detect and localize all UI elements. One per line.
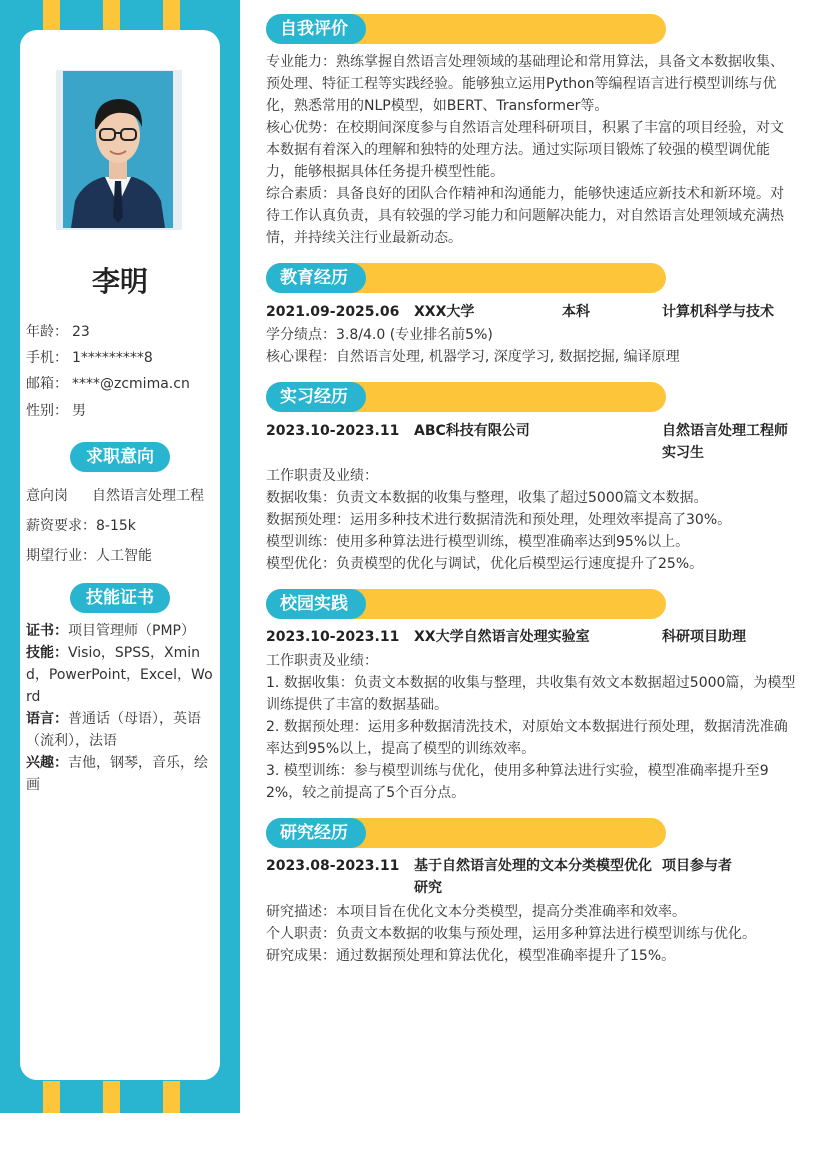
industry-value: 人工智能 — [96, 548, 152, 564]
education-line: 核心课程：自然语言处理, 机器学习, 深度学习, 数据挖掘, 编译原理 — [266, 349, 680, 365]
skill-value: Visio，SPSS，Xmind，PowerPoint，Excel，Word — [26, 645, 213, 705]
phone-value: 1*********8 — [72, 350, 153, 366]
education-major: 计算机科学与技术 — [662, 304, 774, 320]
internship-line: 模型优化：负责模型的优化与调试，优化后模型运行速度提升了25%。 — [266, 556, 704, 572]
internship-title: 实习经历 — [266, 382, 366, 412]
email-value: ****@zcmima.cn — [72, 376, 190, 392]
skill-item-tools — [26, 642, 216, 708]
skill-key: 证书： — [26, 623, 68, 639]
internship-header — [266, 382, 666, 412]
age-row — [26, 321, 90, 341]
salary-value: 8-15k — [96, 518, 136, 534]
self-eval-paragraph: 综合素质：具备良好的团队合作精神和沟通能力，能够快速适应新技术和新环境。对待工作认真负责，具有较强的学习能力和问题解决能力，对自然语言处理领域充满热情，并持续关注行业最新动态。 — [266, 186, 784, 246]
skill-key: 技能： — [26, 645, 68, 661]
candidate-name: 李明 — [91, 265, 148, 298]
profile-photo — [56, 70, 182, 230]
gender-value: 男 — [72, 403, 86, 419]
skill-item-language — [26, 708, 216, 752]
self-eval-title: 自我评价 — [266, 14, 366, 44]
education-line: 学分绩点：3.8/4.0 (专业排名前5%) — [266, 327, 493, 343]
gender-row — [26, 400, 86, 420]
campus-line: 2. 数据预处理：运用多种数据清洗技术，对原始文本数据进行预处理，数据清洗准确率达到95%以上，提高了模型的训练效率。 — [266, 719, 788, 757]
internship-line: 数据预处理：运用多种技术进行数据清洗和预处理，处理效率提高了30%。 — [266, 512, 732, 528]
research-details — [266, 901, 796, 967]
research-role: 项目参与者 — [662, 858, 732, 874]
education-header — [266, 263, 666, 293]
education-school: XXX大学 — [414, 304, 475, 320]
campus-title: 校园实践 — [266, 589, 366, 619]
position-row — [26, 485, 204, 505]
skill-value: 吉他，钢琴，音乐，绘画 — [26, 755, 208, 793]
age-label: 年龄： — [26, 324, 68, 340]
skill-key: 语言： — [26, 711, 68, 727]
skill-item-hobbies — [26, 752, 216, 796]
internship-line: 模型训练：使用多种算法进行模型训练，模型准确率达到95%以上。 — [266, 534, 690, 550]
campus-line: 3. 模型训练：参与模型训练与优化，使用多种算法进行实验，模型准确率提升至92%，较之前提高了5个百分点。 — [266, 763, 769, 801]
self-eval-header — [266, 14, 666, 44]
internship-line: 数据收集：负责文本数据的收集与整理，收集了超过5000篇文本数据。 — [266, 490, 708, 506]
self-eval-paragraph: 专业能力：熟练掌握自然语言处理领域的基础理论和常用算法，具备文本数据收集、预处理、特征工程等实践经验。能够独立运用Python等编程语言进行模型训练与优化，熟悉常用的NLP模型，如BERT、Transformer等。 — [266, 54, 784, 114]
education-degree: 本科 — [562, 304, 590, 320]
phone-label: 手机： — [26, 350, 68, 366]
position-value: 自然语言处理工程 — [92, 488, 204, 504]
research-period: 2023.08-2023.11 — [266, 858, 400, 874]
industry-row — [26, 545, 152, 565]
campus-line: 工作职责及业绩： — [266, 653, 378, 669]
campus-period: 2023.10-2023.11 — [266, 629, 400, 645]
internship-company: ABC科技有限公司 — [414, 423, 530, 439]
research-line: 研究描述：本项目旨在优化文本分类模型，提高分类准确率和效率。 — [266, 904, 686, 920]
age-value: 23 — [72, 324, 90, 340]
research-line: 研究成果：通过数据预处理和算法优化，模型准确率提升了15%。 — [266, 948, 676, 964]
campus-line: 1. 数据收集：负责文本数据的收集与整理，共收集有效文本数据超过5000篇，为模型训练提供了丰富的数据基础。 — [266, 675, 796, 713]
campus-details — [266, 650, 796, 804]
self-eval-paragraph: 核心优势：在校期间深度参与自然语言处理科研项目，积累了丰富的项目经验，对文本数据有着深入的理解和独特的处理方法。通过实际项目锻炼了较强的模型调优能力，能够根据具体任务提升模型性能。 — [266, 120, 784, 180]
self-eval-body — [266, 51, 796, 249]
industry-label: 期望行业： — [26, 548, 96, 564]
position-label: 意向岗 — [26, 488, 68, 504]
internship-line: 工作职责及业绩： — [266, 468, 378, 484]
sidebar-edge — [220, 0, 240, 1113]
phone-row — [26, 347, 153, 367]
email-row — [26, 373, 190, 393]
research-header — [266, 818, 666, 848]
skills-list — [26, 620, 216, 796]
skill-item-certificate — [26, 620, 216, 642]
internship-period: 2023.10-2023.11 — [266, 423, 400, 439]
campus-org: XX大学自然语言处理实验室 — [414, 629, 590, 645]
job-intent-heading: 求职意向 — [70, 442, 170, 472]
education-details — [266, 324, 796, 368]
education-title: 教育经历 — [266, 263, 366, 293]
research-project: 基于自然语言处理的文本分类模型优化研究 — [414, 858, 652, 896]
internship-role: 自然语言处理工程师实习生 — [662, 423, 788, 461]
research-line: 个人职责：负责文本数据的收集与预处理，运用多种算法进行模型训练与优化。 — [266, 926, 756, 942]
campus-role: 科研项目助理 — [662, 629, 746, 645]
internship-details — [266, 465, 796, 575]
gender-label: 性别： — [26, 403, 68, 419]
skill-value: 项目管理师（PMP） — [68, 623, 195, 639]
email-label: 邮箱： — [26, 376, 68, 392]
skill-key: 兴趣： — [26, 755, 68, 771]
research-title: 研究经历 — [266, 818, 366, 848]
salary-row — [26, 515, 136, 535]
salary-label: 薪资要求： — [26, 518, 96, 534]
education-period: 2021.09-2025.06 — [266, 304, 400, 320]
skills-heading: 技能证书 — [70, 583, 170, 613]
skill-value: 普通话（母语），英语（流利），法语 — [26, 711, 201, 749]
person-portrait-icon — [63, 71, 173, 228]
campus-header — [266, 589, 666, 619]
